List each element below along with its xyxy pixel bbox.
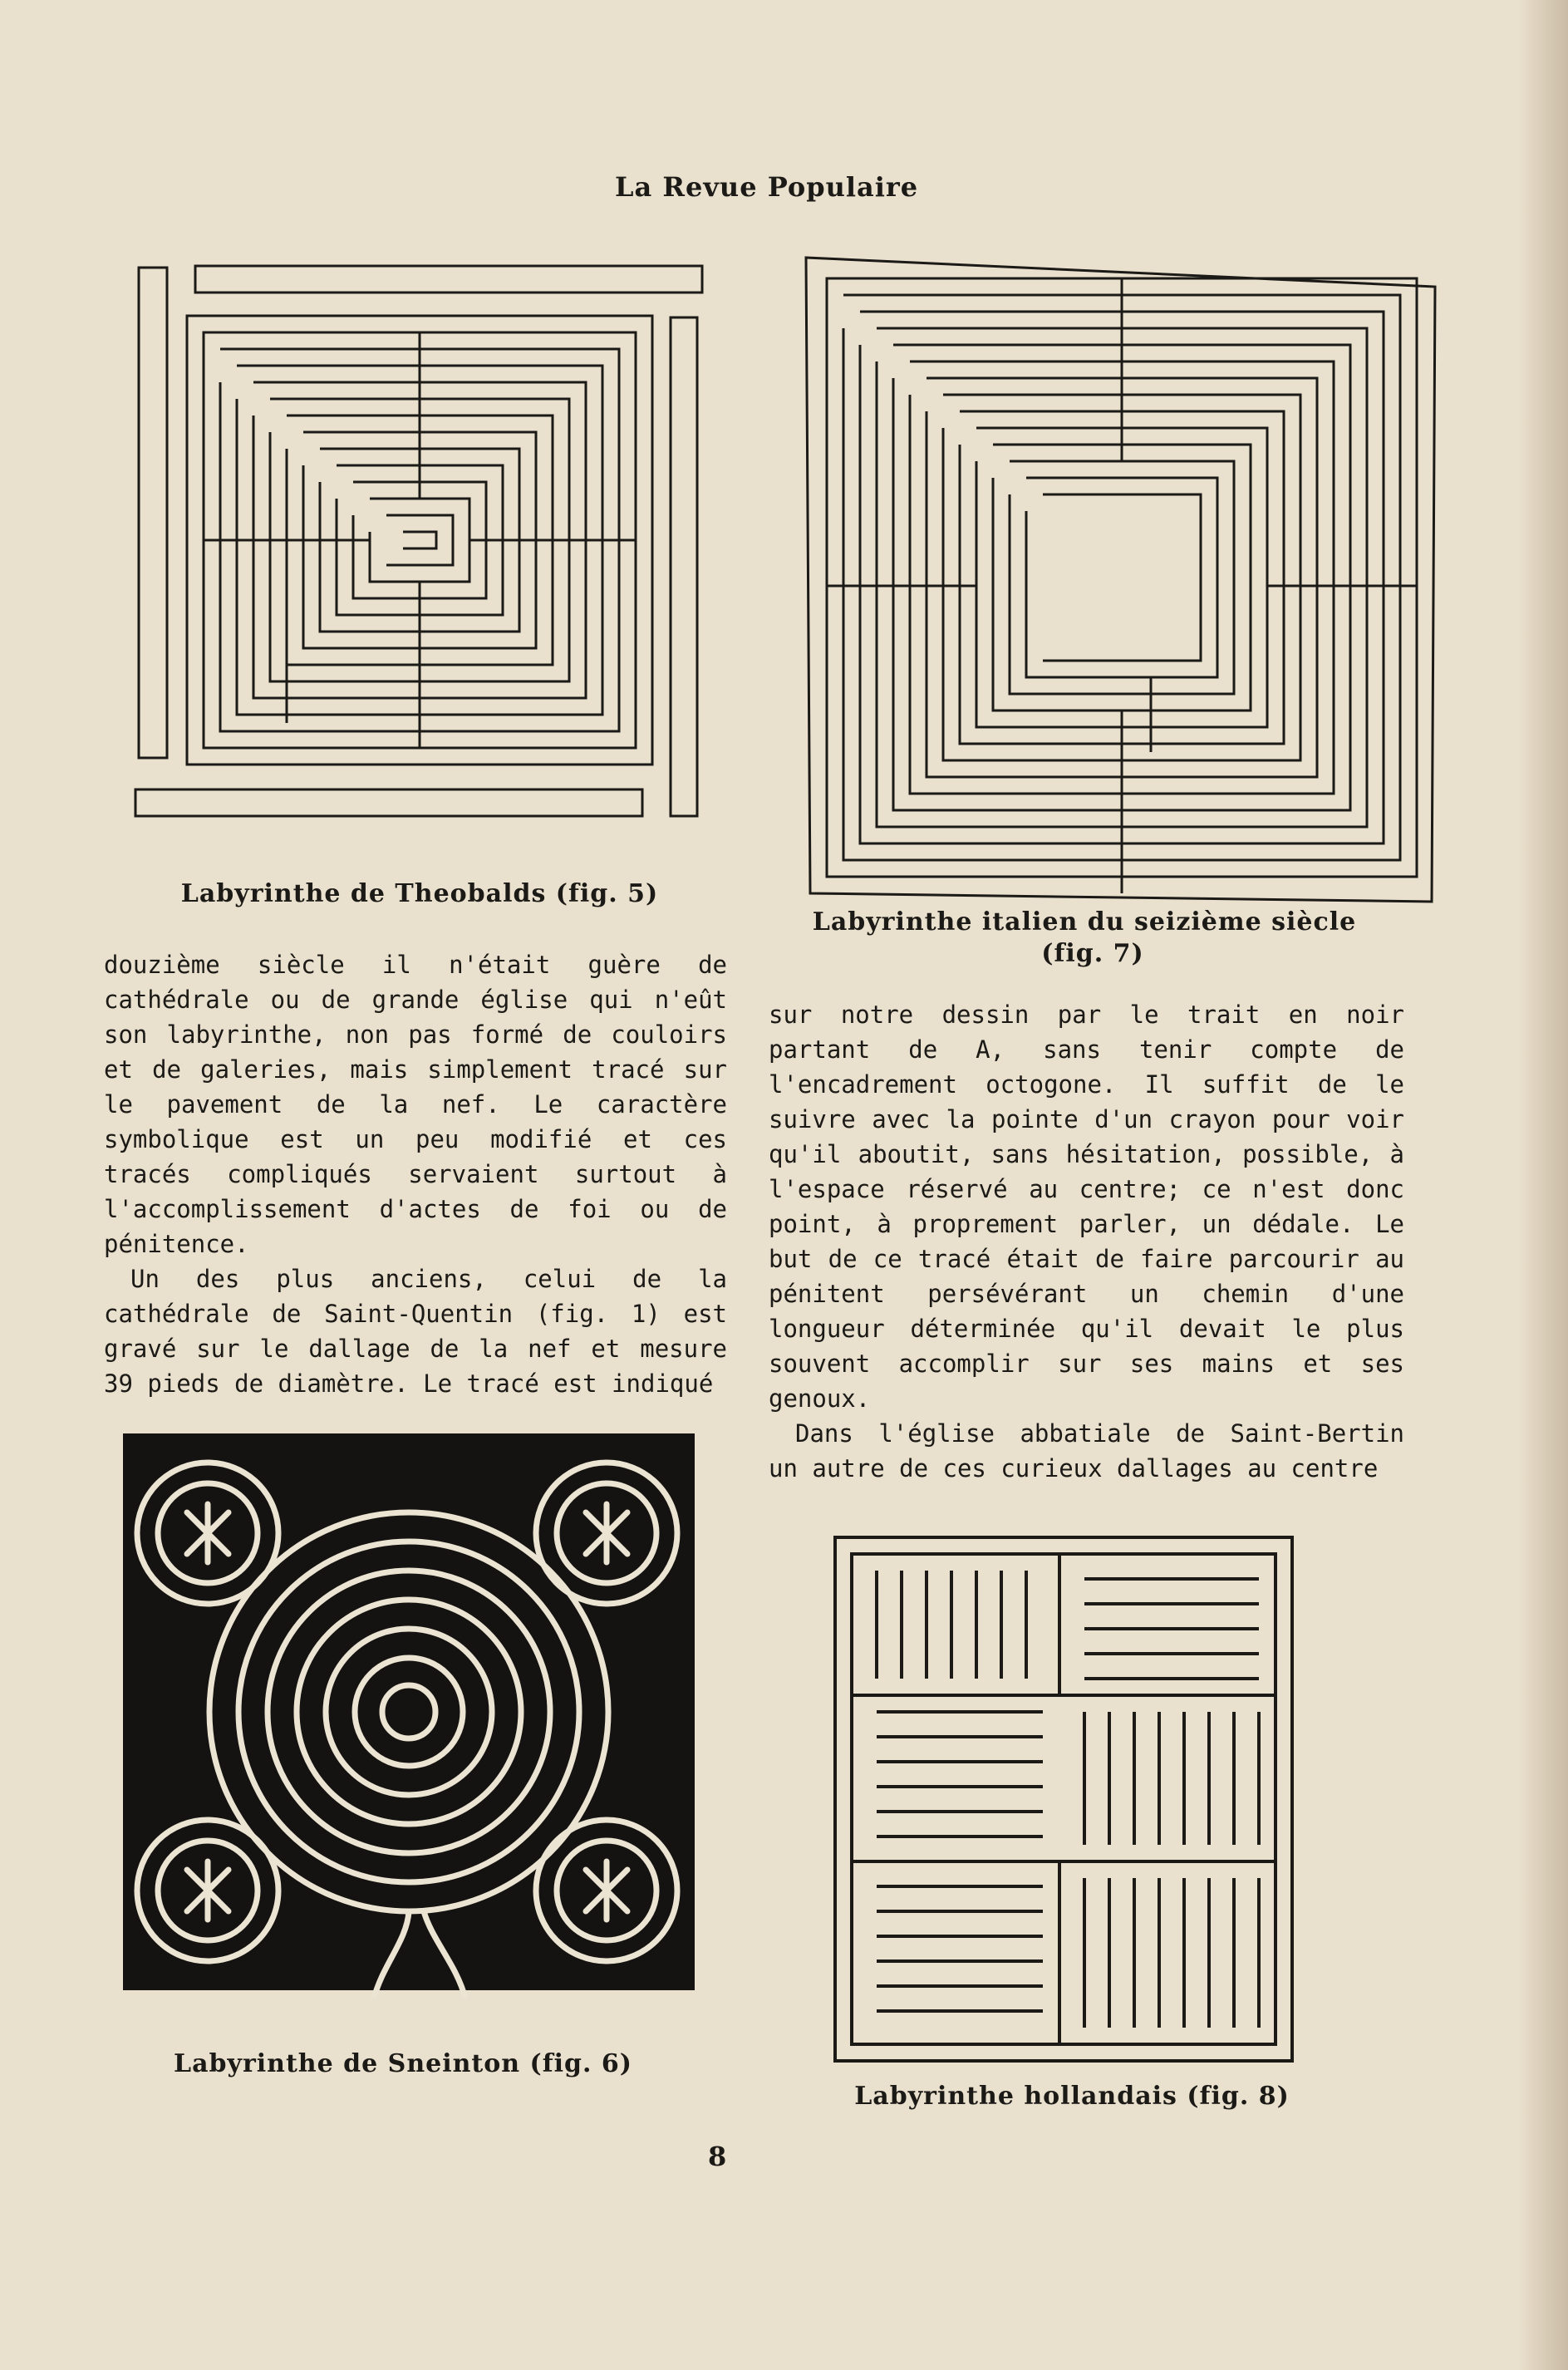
paragraph: Un des plus anciens, celui de la cathédrale de Saint-Quentin (fig. 1) est gravé sur le dallage de la nef et mesure 39 pieds de diamètre. Le tracé est indiqué [104,1265,727,1398]
maze-illustration [802,253,1442,910]
left-column-text [104,947,727,1401]
caption-fig-6: Labyrinthe de Sneinton (fig. 6) [174,2049,632,2078]
paragraph: sur notre dessin par le trait en noir partant de A, sans tenir compte de l'encadrement octogone. Il suffit de le suivre avec la pointe d'un crayon pour voir qu'il aboutit, sans hésitation, possible, à l'espace réservé au centre; ce n'est donc point, à proprement parler, un dédale. Le but de ce tracé était de faire parcourir au pénitent persévérant un chemin d'une longueur déterminée qu'il devait le plus souvent accomplir sur ses mains et ses genoux. [769,1001,1404,1413]
caption-fig-7-line-1: Labyrinthe italien du seizième siècle [812,907,1357,937]
figure-dutch-labyrinth [827,1529,1309,2069]
caption-fig-7-line-2: (fig. 7) [1041,939,1144,968]
caption-fig-5: Labyrinthe de Theobalds (fig. 5) [180,879,659,908]
figure-italian-labyrinth [802,253,1442,910]
page-number: 8 [708,2141,727,2172]
maze-illustration [108,1425,698,1999]
paragraph: Dans l'église abbatiale de Saint-Bertin un autre de ces curieux dallages au centre [769,1419,1404,1482]
running-head: La Revue Populaire [615,171,919,203]
right-column-text [769,997,1404,1486]
maze-illustration [827,1529,1309,2069]
page-edge-shadow [1518,0,1568,2370]
caption-fig-8: Labyrinthe hollandais (fig. 8) [854,2082,1290,2111]
figure-sneinton-labyrinth [108,1425,698,1999]
figure-theobalds-labyrinth [129,258,727,839]
maze-illustration [129,258,727,839]
paragraph: douzième siècle il n'était guère de cathédrale ou de grande église qui n'eût son labyrinthe, non pas formé de couloirs et de galeries, mais simplement tracé sur le pavement de la nef. Le caractère symbolique est un peu modifié et ces tracés compliqués servaient surtout à l'accomplissement d'actes de foi ou de pénitence. [104,951,727,1258]
